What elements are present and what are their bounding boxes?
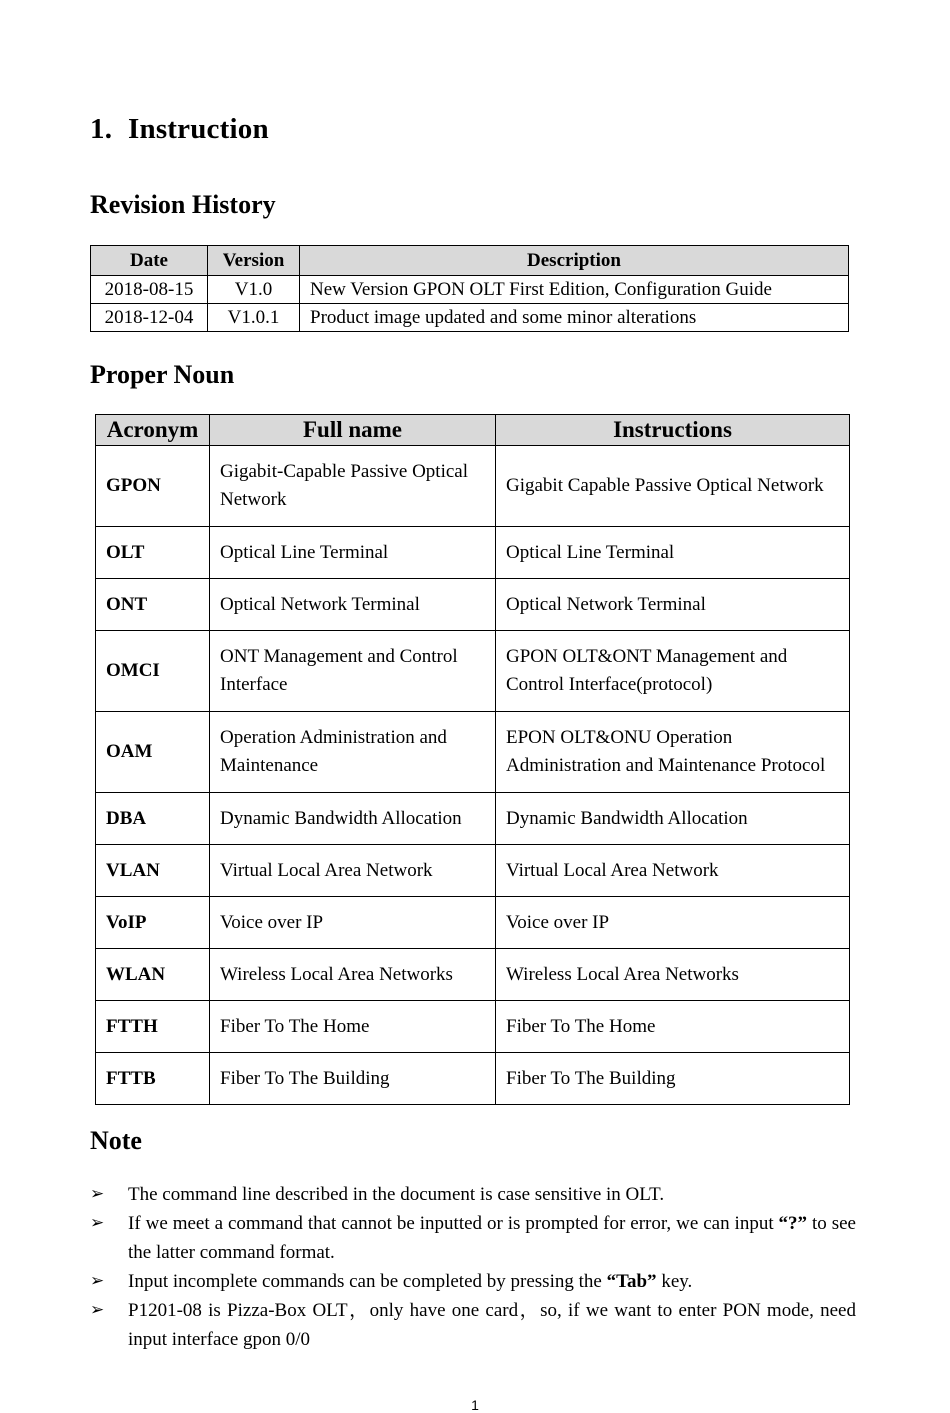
section-title: Instruction — [128, 113, 269, 145]
note-list — [90, 1180, 856, 1354]
acronym-cell: OAM — [96, 712, 210, 793]
table-row — [96, 793, 850, 845]
table-header-row — [96, 415, 850, 446]
note-text-tail: key. — [656, 1271, 693, 1292]
full-name-cell: Fiber To The Home — [210, 1001, 496, 1053]
acronym-cell: FTTB — [96, 1053, 210, 1105]
note-text: The command line described in the document is case sensitive in OLT. — [128, 1184, 665, 1205]
note-text: Input incomplete commands can be completed by pressing the — [128, 1271, 607, 1292]
acronym-cell: VLAN — [96, 845, 210, 897]
full-name-cell: Gigabit-Capable Passive Optical Network — [210, 446, 496, 527]
instructions-cell: GPON OLT&ONT Management and Control Interface(protocol) — [496, 631, 850, 712]
note-text-tail: to see the latter command format. — [128, 1213, 856, 1263]
table-row — [96, 897, 850, 949]
revision-date: 2018-08-15 — [91, 276, 208, 304]
full-name-cell: Optical Network Terminal — [210, 579, 496, 631]
arrow-bullet-icon: ➢ — [90, 1184, 105, 1204]
revision-version: V1.0 — [208, 276, 300, 304]
arrow-bullet-icon: ➢ — [90, 1300, 105, 1320]
page-number: 1 — [471, 1397, 479, 1413]
column-header-description: Description — [300, 246, 849, 276]
table-row — [96, 527, 850, 579]
table-row — [96, 1001, 850, 1053]
note-text: P1201-08 is Pizza-Box OLT，only have one card，so, if we want to enter PON mode, need input interface gpon 0/0 — [128, 1300, 856, 1350]
list-item — [90, 1296, 856, 1354]
full-name-cell: Fiber To The Building — [210, 1053, 496, 1105]
full-name-cell: ONT Management and Control Interface — [210, 631, 496, 712]
instructions-cell: Voice over IP — [496, 897, 850, 949]
table-header-row — [91, 246, 849, 276]
full-name-cell: Dynamic Bandwidth Allocation — [210, 793, 496, 845]
revision-description: Product image updated and some minor alterations — [300, 304, 849, 332]
column-header-full-name: Full name — [210, 415, 496, 446]
section-number: 1. — [90, 113, 113, 145]
column-header-acronym: Acronym — [96, 415, 210, 446]
table-row — [96, 845, 850, 897]
table-row — [96, 446, 850, 527]
acronym-cell: FTTH — [96, 1001, 210, 1053]
full-name-cell: Wireless Local Area Networks — [210, 949, 496, 1001]
list-item — [90, 1180, 856, 1209]
table-row — [91, 304, 849, 332]
note-emphasis: “?” — [778, 1213, 808, 1234]
instructions-cell: EPON OLT&ONU Operation Administration and Maintenance Protocol — [496, 712, 850, 793]
list-item — [90, 1209, 856, 1267]
note-text: If we meet a command that cannot be inputted or is prompted for error, we can input — [128, 1213, 779, 1234]
full-name-cell: Voice over IP — [210, 897, 496, 949]
proper-noun-heading: Proper Noun — [90, 360, 235, 389]
instructions-cell: Optical Line Terminal — [496, 527, 850, 579]
acronym-cell: DBA — [96, 793, 210, 845]
column-header-date: Date — [91, 246, 208, 276]
full-name-cell: Optical Line Terminal — [210, 527, 496, 579]
revision-date: 2018-12-04 — [91, 304, 208, 332]
list-item — [90, 1267, 856, 1296]
column-header-version: Version — [208, 246, 300, 276]
table-row — [96, 631, 850, 712]
full-name-cell: Virtual Local Area Network — [210, 845, 496, 897]
instructions-cell: Fiber To The Home — [496, 1001, 850, 1053]
table-row — [96, 712, 850, 793]
table-row — [96, 1053, 850, 1105]
acronym-cell: VoIP — [96, 897, 210, 949]
acronym-cell: OLT — [96, 527, 210, 579]
acronym-cell: OMCI — [96, 631, 210, 712]
section-heading — [90, 113, 269, 146]
note-heading: Note — [90, 1126, 142, 1155]
acronym-cell: ONT — [96, 579, 210, 631]
instructions-cell: Gigabit Capable Passive Optical Network — [496, 446, 850, 527]
instructions-cell: Dynamic Bandwidth Allocation — [496, 793, 850, 845]
arrow-bullet-icon: ➢ — [90, 1271, 105, 1291]
table-row — [96, 949, 850, 1001]
revision-history-heading: Revision History — [90, 190, 276, 219]
instructions-cell: Virtual Local Area Network — [496, 845, 850, 897]
revision-description: New Version GPON OLT First Edition, Configuration Guide — [300, 276, 849, 304]
column-header-instructions: Instructions — [496, 415, 850, 446]
acronym-cell: WLAN — [96, 949, 210, 1001]
revision-history-table — [90, 245, 849, 332]
instructions-cell: Optical Network Terminal — [496, 579, 850, 631]
acronym-cell: GPON — [96, 446, 210, 527]
note-emphasis: “Tab” — [606, 1271, 657, 1292]
instructions-cell: Wireless Local Area Networks — [496, 949, 850, 1001]
arrow-bullet-icon: ➢ — [90, 1213, 105, 1233]
proper-noun-table — [95, 414, 850, 1105]
table-row — [91, 276, 849, 304]
instructions-cell: Fiber To The Building — [496, 1053, 850, 1105]
revision-version: V1.0.1 — [208, 304, 300, 332]
table-row — [96, 579, 850, 631]
full-name-cell: Operation Administration and Maintenance — [210, 712, 496, 793]
